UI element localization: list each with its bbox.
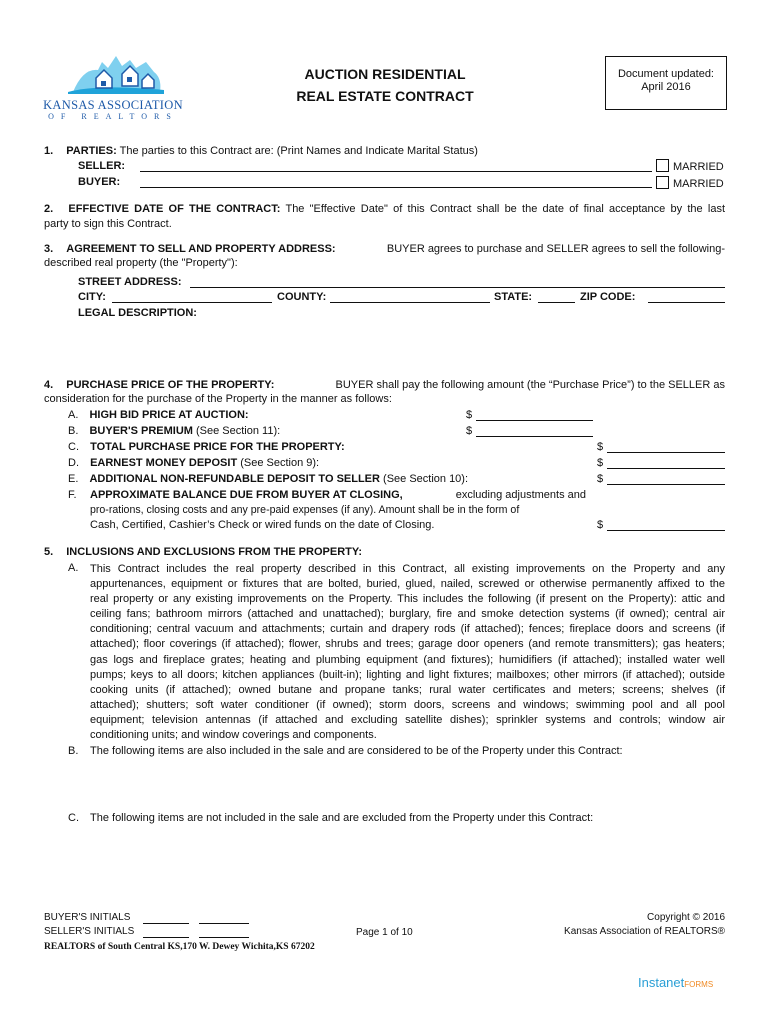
copyright: Copyright © 2016 <box>647 912 725 923</box>
section-5a-line: conditioning units; and window coverings and components. <box>90 729 377 742</box>
price-item-e: E. ADDITIONAL NON-REFUNDABLE DEPOSIT TO SELLER (See Section 10): <box>68 473 469 485</box>
logo-line-1: KANSAS ASSOCIATION <box>43 98 183 112</box>
county-label: COUNTY: <box>277 291 327 303</box>
married-label: MARRIED <box>673 178 724 190</box>
page-number: Page 1 of 10 <box>356 927 413 938</box>
item-letter: F. <box>68 489 77 501</box>
dollar-sign: $ <box>597 441 604 453</box>
item-label: APPROXIMATE BALANCE DUE FROM BUYER AT CLOSING, <box>90 489 403 501</box>
section-5a-line: conditioning; central vacuum and attachments; curtain and drapery rods (if attached); fences; fireplace doors and screens (if <box>90 623 725 636</box>
street-address-field[interactable] <box>190 276 725 288</box>
section-5-title: INCLUSIONS AND EXCLUSIONS FROM THE PROPERTY: <box>66 546 363 558</box>
section-4-number: 4. <box>44 379 54 391</box>
state-field[interactable] <box>538 291 575 303</box>
instanet-forms-logo <box>638 975 713 990</box>
instanet-brand: Instanet <box>638 975 685 990</box>
buyer-married-checkbox[interactable] <box>656 176 669 189</box>
seller-label: SELLER: <box>78 160 126 172</box>
section-5a-line: real property or any existing improvements on the Property. This includes the following (if present on the Property): attic and <box>90 593 725 606</box>
section-1-number: 1. <box>44 145 54 157</box>
section-5a-line: appurtenances, equipment or fixtures that are bolted, buried, glued, nailed, screwed or otherwise permanently affixed to the <box>90 578 725 591</box>
section-2 <box>44 203 725 230</box>
price-item-a <box>68 409 249 421</box>
seller-name-field[interactable] <box>140 160 652 172</box>
section-4-text: BUYER shall pay the following amount (the “Purchase Price”) to the SELLER as <box>335 379 725 391</box>
section-4 <box>44 379 725 405</box>
item-label: EARNEST MONEY DEPOSIT <box>90 457 238 469</box>
section-5a-line: equipment; television antennas (if attached and excluding satellite dishes); sprinkler systems and controls; window air <box>90 713 725 726</box>
section-5b-letter: B. <box>68 745 79 757</box>
dollar-sign: $ <box>466 425 473 437</box>
buyer-initial-field-2[interactable] <box>199 912 249 924</box>
section-4-title: PURCHASE PRICE OF THE PROPERTY: <box>66 379 275 391</box>
seller-initial-field-1[interactable] <box>143 926 189 938</box>
section-3-number: 3. <box>44 243 54 255</box>
legal-description-label: LEGAL DESCRIPTION: <box>78 307 197 319</box>
logo-line-2: OF REALTORS <box>48 112 178 121</box>
section-5a-line: pumps; keys to all doors; kitchen appliances (built-in); lighting and light fixtures; mailboxes; other mirrors (if attached); outside <box>90 668 725 681</box>
sellers-initials-label: SELLER'S INITIALS <box>44 926 135 937</box>
balance-due-field[interactable] <box>607 519 725 531</box>
city-label: CITY: <box>78 291 106 303</box>
association-name: Kansas Association of REALTORS® <box>564 926 725 937</box>
section-2-text-cont: party to sign this Contract. <box>44 218 172 230</box>
street-address-label: STREET ADDRESS: <box>78 276 182 288</box>
logo-houses-graphic <box>38 48 188 96</box>
section-3-text: BUYER agrees to purchase and SELLER agrees to sell the following- <box>386 243 725 255</box>
kar-logo <box>38 48 188 126</box>
price-item-d: D. EARNEST MONEY DEPOSIT (See Section 9): <box>68 457 320 469</box>
seller-initial-field-2[interactable] <box>199 926 249 938</box>
section-1-title: PARTIES: <box>66 145 117 157</box>
item-letter: D. <box>68 457 79 469</box>
section-5b-text: The following items are also included in the sale and are considered to be of the Property under this Contract: <box>90 745 623 757</box>
high-bid-price-field[interactable] <box>476 409 593 421</box>
dollar-sign: $ <box>466 409 473 421</box>
item-letter: B. <box>68 425 79 437</box>
section-3-title: AGREEMENT TO SELL AND PROPERTY ADDRESS: <box>66 243 336 255</box>
buyer-initial-field-1[interactable] <box>143 912 189 924</box>
dollar-sign: $ <box>597 519 604 531</box>
document-updated-date: April 2016 <box>641 81 691 93</box>
buyers-premium-field[interactable] <box>476 425 593 437</box>
county-field[interactable] <box>330 291 490 303</box>
section-5a-line: attached); floor coverings (if attached); flower, shrubs and trees; garage door openers (and remote transmitters); gas heaters; <box>90 638 725 651</box>
document-title-line-2: REAL ESTATE CONTRACT <box>296 88 474 104</box>
section-2-number: 2. <box>44 203 54 215</box>
section-1-text: The parties to this Contract are: (Print Names and Indicate Marital Status) <box>119 145 478 157</box>
document-title-line-1: AUCTION RESIDENTIAL <box>304 66 466 82</box>
section-2-text: The "Effective Date" of this Contract shall be the date of final acceptance by the last <box>285 203 725 215</box>
dollar-sign: $ <box>597 473 604 485</box>
office-address: REALTORS of South Central KS,170 W. Dewey Wichita,KS 67202 <box>44 942 315 952</box>
item-label: TOTAL PURCHASE PRICE FOR THE PROPERTY: <box>90 441 345 453</box>
buyer-name-field[interactable] <box>140 176 652 188</box>
section-5a-line: cooking units (if attached); owned butane and propane tanks; rural water certificates and meters; screens; shelves (if <box>90 683 725 696</box>
buyers-initials-label: BUYER'S INITIALS <box>44 912 131 923</box>
seller-married-option[interactable] <box>656 159 724 173</box>
section-5a-line: This Contract includes the real property described in this Contract, all existing improvements on the Property and any <box>90 563 725 575</box>
section-5a-text <box>90 562 725 743</box>
item-label: BUYER'S PREMIUM <box>89 425 193 437</box>
seller-married-checkbox[interactable] <box>656 159 669 172</box>
item-letter: A. <box>68 409 79 421</box>
section-3 <box>44 243 725 269</box>
city-field[interactable] <box>112 291 272 303</box>
section-5-heading <box>44 546 362 558</box>
item-label: HIGH BID PRICE AT AUCTION: <box>89 409 249 421</box>
document-updated-box <box>605 56 727 110</box>
state-label: STATE: <box>494 291 533 303</box>
item-letter: C. <box>68 441 79 453</box>
section-5a-line: ceiling fans; bathroom mirrors (attached and unattached); burglary, fire and smoke detection systems (if owned); central air <box>90 608 725 621</box>
price-item-f: F. APPROXIMATE BALANCE DUE FROM BUYER AT CLOSING, excluding adjustments and pro-rations, closing costs and any pre-paid expenses (if any). Amount shall be in the form of Cash, Certified, Cashier’s Check or wired funds on the date of Closing. <box>68 489 586 531</box>
nonrefundable-deposit-field[interactable] <box>607 473 725 485</box>
zip-code-field[interactable] <box>648 291 725 303</box>
section-2-title: EFFECTIVE DATE OF THE CONTRACT: <box>68 203 281 215</box>
section-3-text-cont: described real property (the "Property"): <box>44 257 238 269</box>
item-label: ADDITIONAL NON-REFUNDABLE DEPOSIT TO SELLER <box>89 473 380 485</box>
section-5-number: 5. <box>44 546 54 558</box>
item-f-text-2: pro-rations, closing costs and any pre-paid expenses (if any). Amount shall be in the form of <box>90 504 520 516</box>
forms-brand: FORMS <box>684 980 714 989</box>
section-1-heading <box>44 145 478 157</box>
price-item-b: B. BUYER'S PREMIUM (See Section 11): <box>68 425 281 437</box>
section-5c-letter: C. <box>68 812 79 824</box>
dollar-sign: $ <box>597 457 604 469</box>
item-f-text-3: Cash, Certified, Cashier’s Check or wired funds on the date of Closing. <box>90 519 435 531</box>
section-5a-letter: A. <box>68 562 79 574</box>
buyer-married-option[interactable] <box>656 176 724 190</box>
price-item-c <box>68 441 345 453</box>
section-5a-line: attached); shutters; soft water conditioner (if owned); storm doors, screens and windows; swimming pool and all pool <box>90 698 725 711</box>
section-4-text-cont: consideration for the purchase of the Property in the manner as follows: <box>44 393 392 405</box>
section-5a-line: gas logs and fireplace grates; heating and plumbing equipment (and fixtures); humidifiers (if attached); installed water well <box>90 653 725 666</box>
section-5c-text: The following items are not included in the sale and are excluded from the Property under this Contract: <box>90 812 594 824</box>
item-letter: E. <box>68 473 79 485</box>
document-updated-label: Document updated: <box>617 68 714 80</box>
zip-code-label: ZIP CODE: <box>580 291 636 303</box>
total-purchase-price-field[interactable] <box>607 441 725 453</box>
buyer-label: BUYER: <box>78 176 121 188</box>
married-label: MARRIED <box>673 161 724 173</box>
earnest-money-field[interactable] <box>607 457 725 469</box>
